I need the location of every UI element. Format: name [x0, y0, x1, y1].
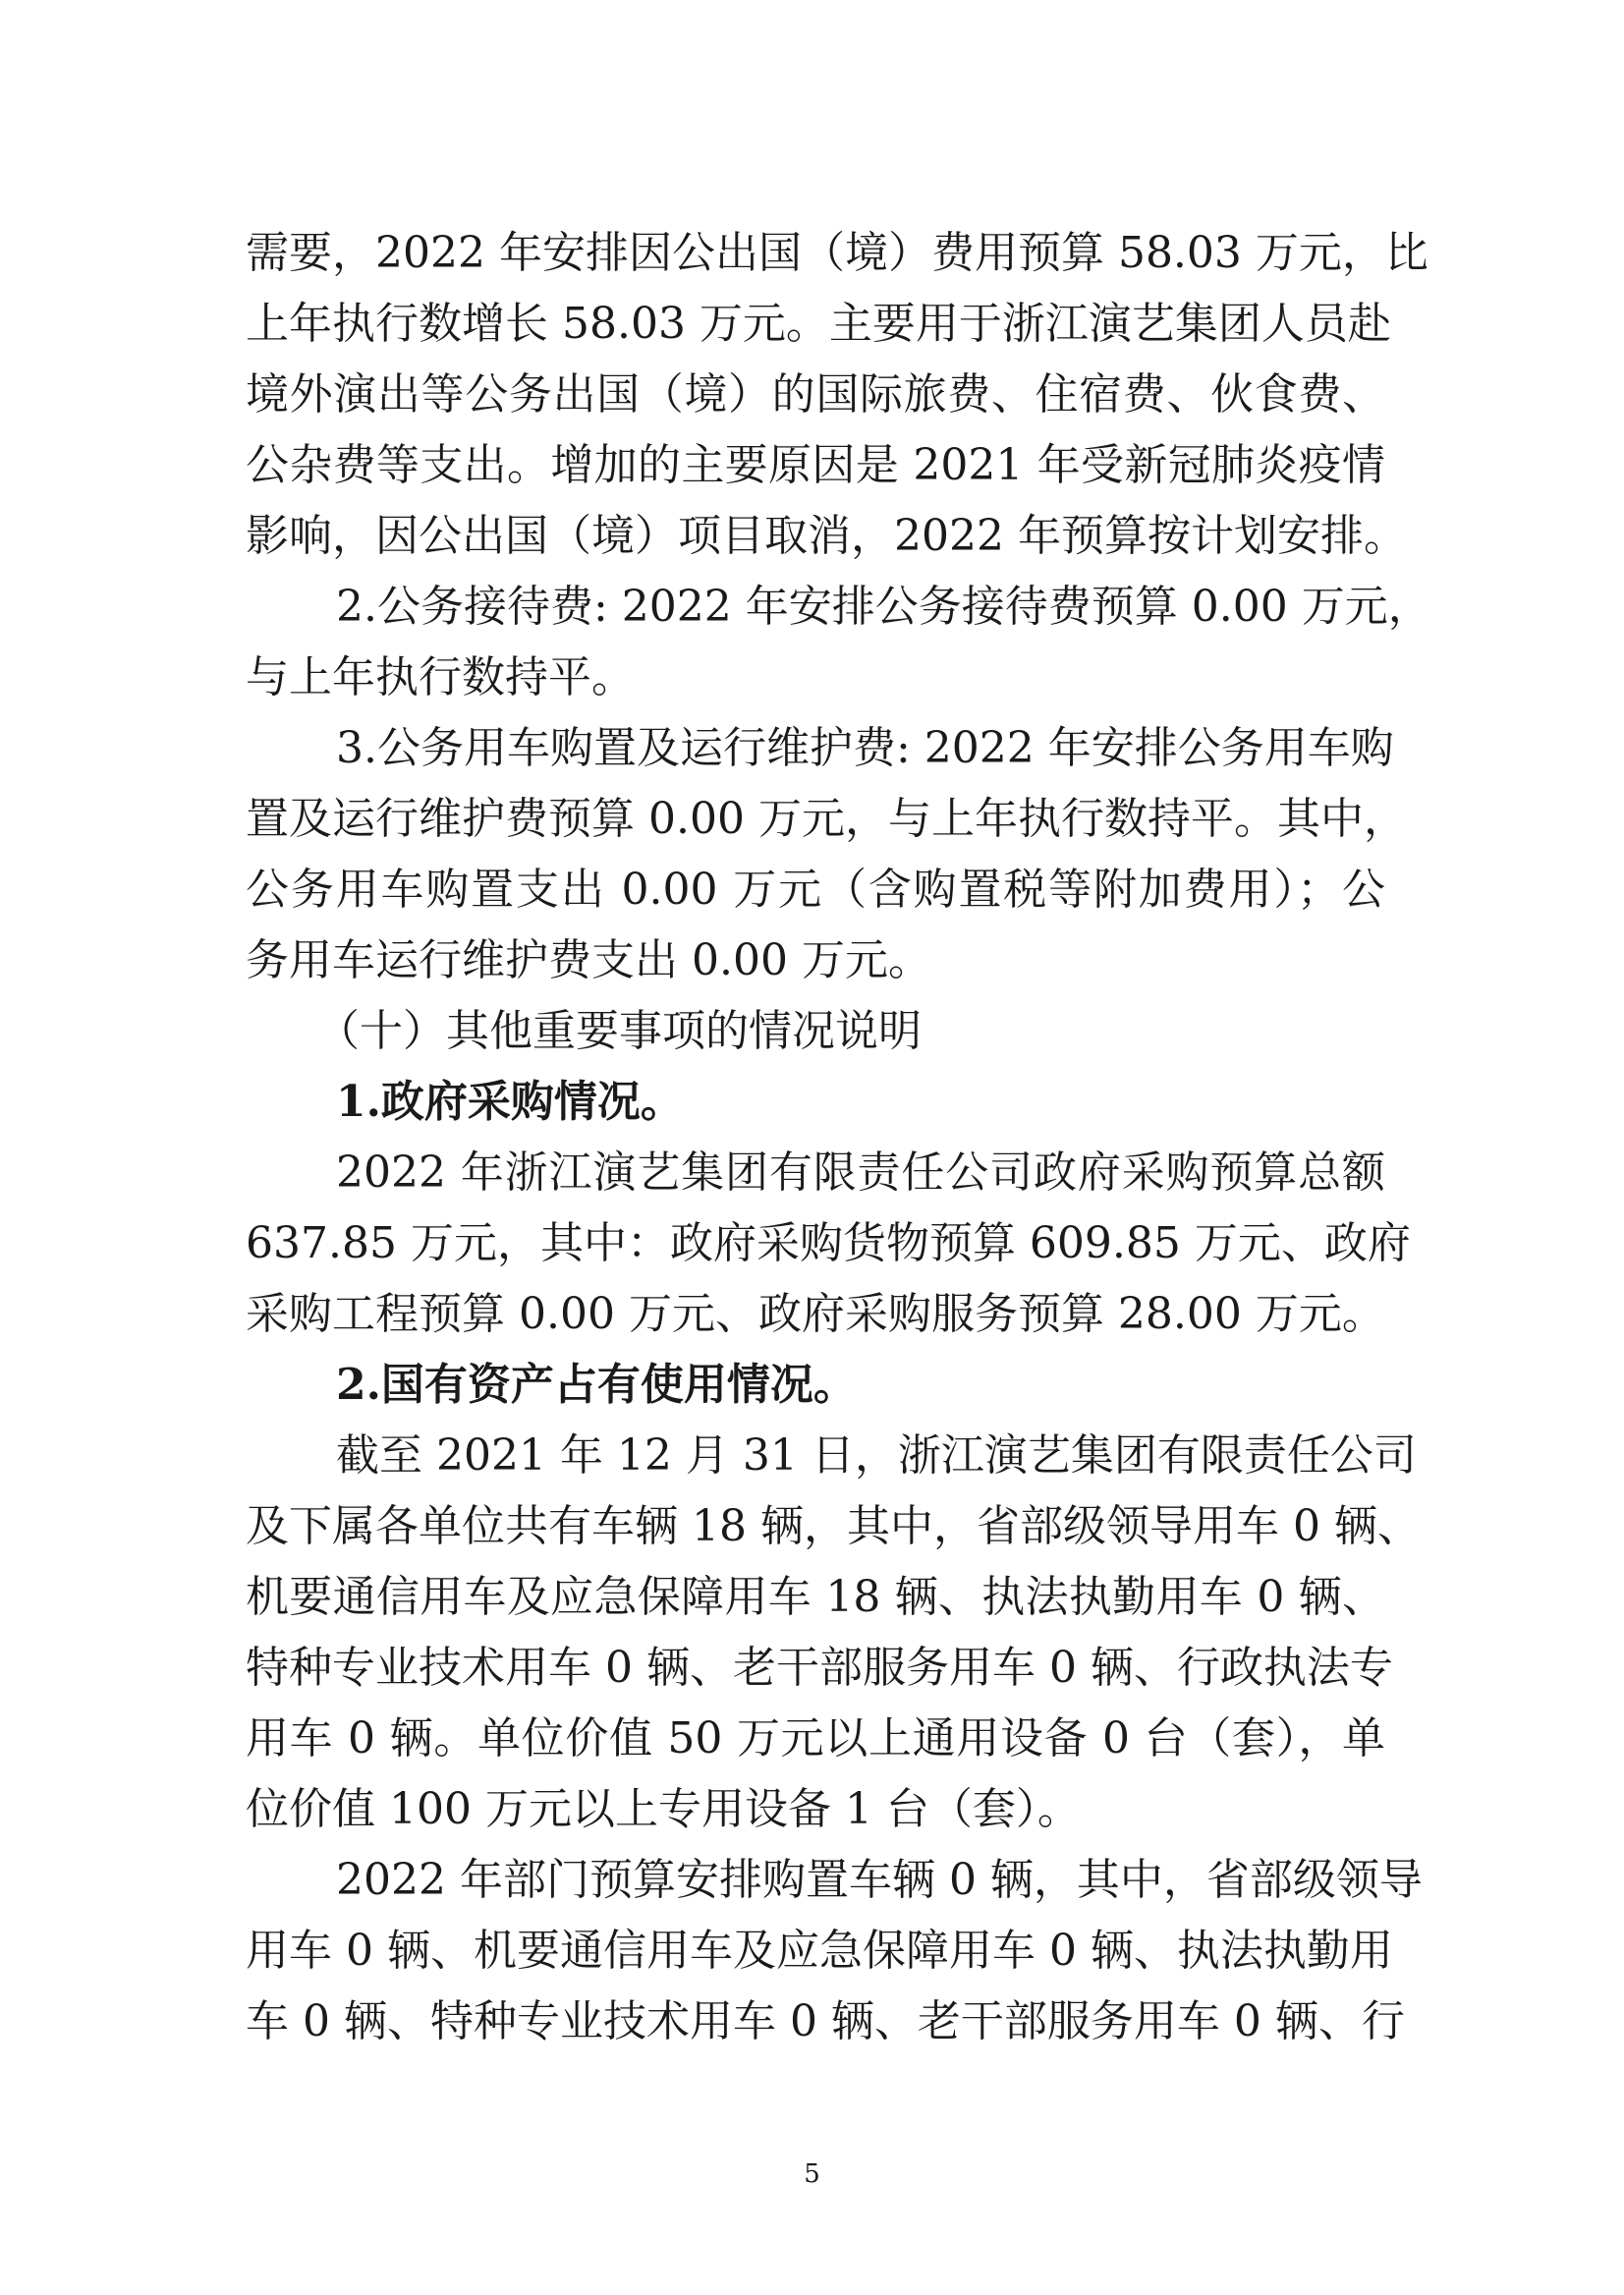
paragraph-line: 上年执行数增长 58.03 万元。主要用于浙江演艺集团人员赴 [246, 299, 1391, 349]
paragraph-line: 机要通信用车及应急保障用车 18 辆、执法执勤用车 0 辆、 [246, 1572, 1385, 1622]
paragraph-line: 务用车运行维护费支出 0.00 万元。 [246, 935, 931, 985]
paragraph-line: 及下属各单位共有车辆 18 辆，其中，省部级领导用车 0 辆、 [246, 1501, 1421, 1551]
paragraph-line: 特种专业技术用车 0 辆、老干部服务用车 0 辆、行政执法专 [246, 1643, 1393, 1693]
paragraph-line: 用车 0 辆、机要通信用车及应急保障用车 0 辆、执法执勤用 [246, 1926, 1393, 1976]
paragraph-line: 截至 2021 年 12 月 31 日，浙江演艺集团有限责任公司 [336, 1430, 1417, 1481]
paragraph-line: 637.85 万元，其中：政府采购货物预算 609.85 万元、政府 [246, 1218, 1411, 1268]
page-number: 5 [804, 2159, 820, 2189]
paragraph-line: 2.公务接待费: 2022 年安排公务接待费预算 0.00 万元， [336, 582, 1431, 632]
paragraph-line: 用车 0 辆。单位价值 50 万元以上通用设备 0 台（套），单 [246, 1713, 1385, 1763]
paragraph-line: 影响，因公出国（境）项目取消，2022 年预算按计划安排。 [246, 511, 1407, 561]
paragraph-line: 2022 年部门预算安排购置车辆 0 辆，其中，省部级领导 [336, 1855, 1423, 1905]
paragraph-line: 2022 年浙江演艺集团有限责任公司政府采购预算总额 [336, 1148, 1385, 1198]
paragraph-line: 车 0 辆、特种专业技术用车 0 辆、老干部服务用车 0 辆、行 [246, 1996, 1405, 2046]
paragraph-line: 采购工程预算 0.00 万元、政府采购服务预算 28.00 万元。 [246, 1289, 1385, 1339]
subsection-heading: 1.政府采购情况。 [336, 1077, 684, 1127]
paragraph-line: 位价值 100 万元以上专用设备 1 台（套）。 [246, 1784, 1081, 1834]
paragraph-line: 3.公务用车购置及运行维护费: 2022 年安排公务用车购 [336, 723, 1394, 773]
paragraph-line: 需要，2022 年安排因公出国（境）费用预算 58.03 万元，比 [246, 228, 1428, 278]
subsection-heading: 2.国有资产占有使用情况。 [336, 1360, 857, 1410]
section-heading: （十）其他重要事项的情况说明 [316, 1006, 922, 1056]
paragraph-line: 与上年执行数持平。 [246, 652, 635, 702]
paragraph-line: 公务用车购置支出 0.00 万元（含购置税等附加费用）；公 [246, 865, 1385, 915]
paragraph-line: 境外演出等公务出国（境）的国际旅费、住宿费、伙食费、 [246, 369, 1385, 420]
paragraph-line: 公杂费等支出。增加的主要原因是 2021 年受新冠肺炎疫情 [246, 440, 1385, 490]
paragraph-line: 置及运行维护费预算 0.00 万元，与上年执行数持平。其中， [246, 794, 1407, 844]
